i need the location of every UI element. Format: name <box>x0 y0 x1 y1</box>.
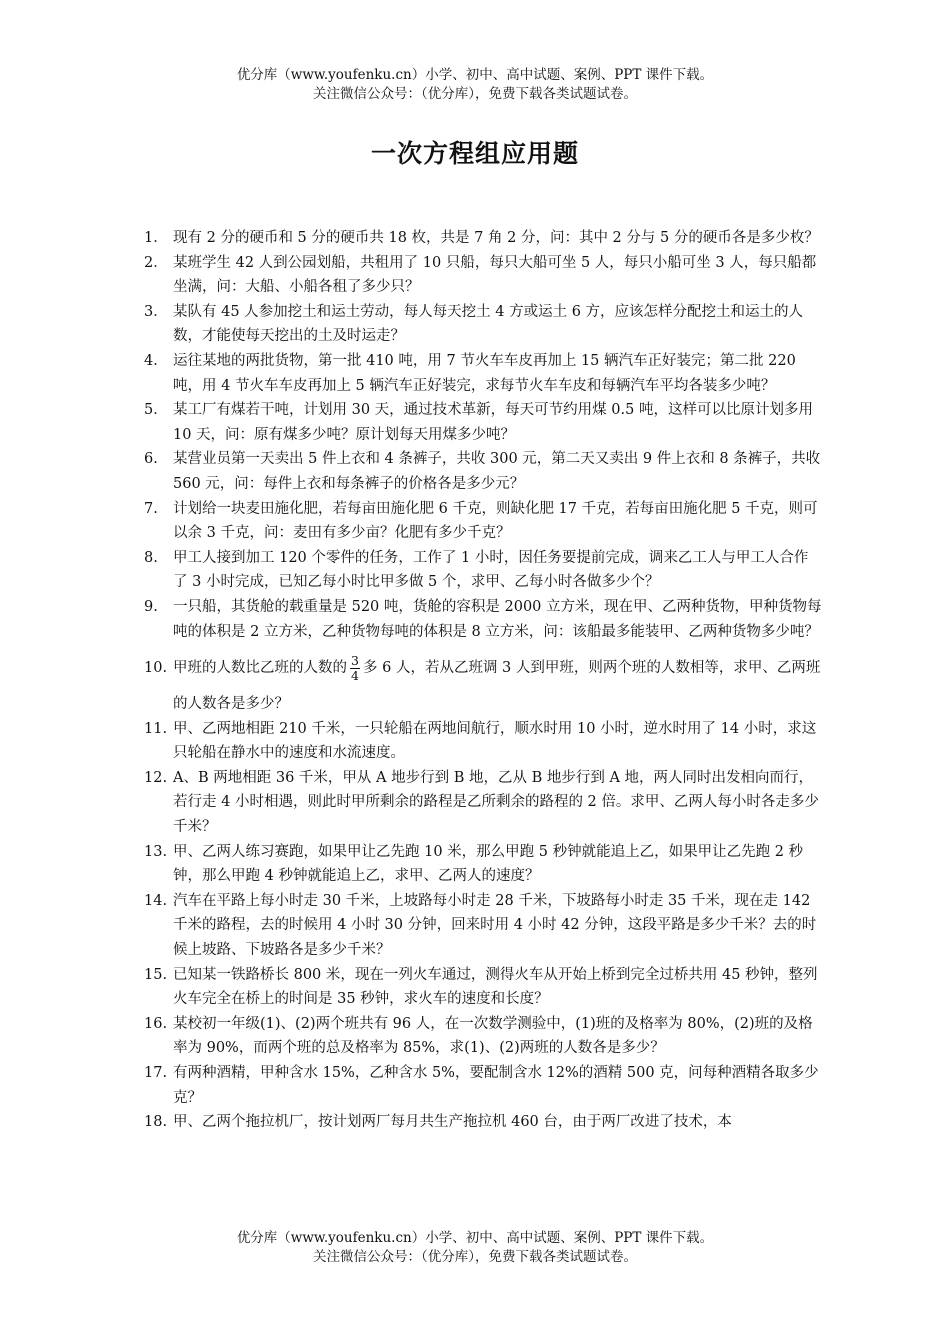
problem-text: 某校初一年级(1)、(2)两个班共有 96 人，在一次数学测验中，(1)班的及格率为 80%，(2)班的及格率为 90%，而两个班的总及格率为 85%，求(1)、(2)两班的人数各是多少？ <box>173 1015 813 1057</box>
problem-text: 某班学生 42 人到公园划船，共租用了 10 只船，每只大船可坐 5 人，每只小船可坐 3 人，每只船都坐满，问：大船、小船各租了多少只？ <box>173 254 817 296</box>
problem-item <box>144 251 822 300</box>
page-header <box>0 66 950 104</box>
problem-text: 计划给一块麦田施化肥，若每亩田施化肥 6 千克，则缺化肥 17 千克，若每亩田施化肥 5 千克，则可以余 3 千克，问：麦田有多少亩？化肥有多少千克？ <box>173 500 818 542</box>
problem-text: 一只船，其货舱的载重量是 520 吨，货舱的容积是 2000 立方米，现在甲、乙两种货物，甲种货物每吨的体积是 2 立方米，乙种货物每吨的体积是 8 立方米，问：该船最多能装甲、乙两种货物多少吨？ <box>173 598 822 640</box>
problem-text: 有两种酒精，甲种含水 15%，乙种含水 5%，要配制含水 12%的酒精 500 克，问每种酒精各取多少克？ <box>173 1065 819 1106</box>
header-line-2: 关注微信公众号：（优分库），免费下载各类试题试卷。 <box>313 86 637 102</box>
problem-item <box>144 447 822 496</box>
problem-item <box>144 840 822 889</box>
header-line-1: 优分库（www.youfenku.cn）小学、初中、高中试题、案例、PPT 课件下载。 <box>236 67 714 83</box>
problem-number: 16. <box>144 1015 168 1032</box>
fraction-denominator: 4 <box>351 667 359 683</box>
problem-text: 甲、乙两地相距 210 千米，一只轮船在两地间航行，顺水时用 10 小时，逆水时用了 14 小时，求这只轮船在静水中的速度和水流速度。 <box>173 720 817 762</box>
problem-number: 1． <box>144 230 168 246</box>
problem-number: 4． <box>144 352 168 369</box>
problem-text: A、B 两地相距 36 千米，甲从 A 地步行到 B 地，乙从 B 地步行到 A 地，两人同时出发相向而行，若行走 4 小时相遇，则此时甲所剩余的路程是乙所剩余的路程的 2 倍。求甲、乙两人每小时各走多少千米？ <box>173 769 819 836</box>
problem-number: 12. <box>144 769 168 786</box>
problem-item <box>144 1061 822 1110</box>
problem-item <box>144 1012 822 1061</box>
problem-number: 7. <box>144 500 158 517</box>
problem-item <box>144 766 822 840</box>
problem-number: 9. <box>144 598 158 615</box>
problem-text: 某队有 45 人参加挖土和运土劳动，每人每天挖土 4 方或运土 6 方，应该怎样分配挖土和运土的人数，才能使每天挖出的土及时运走？ <box>173 303 804 345</box>
problem-item <box>144 546 822 595</box>
footer-line-2: 关注微信公众号：（优分库），免费下载各类试题试卷。 <box>313 1249 637 1265</box>
problem-text: 汽车在平路上每小时走 30 千米，上坡路每小时走 28 千米，下坡路每小时走 35 千米，现在走 142 千米的路程，去的时候用 4 小时 30 分钟，回来时用 4 小时 42 分钟，这段平路是多少千米？去的时候上坡路、下坡路各是多少千米？ <box>173 892 817 959</box>
problem-number: 5． <box>144 402 168 419</box>
problem-number: 8. <box>144 549 158 566</box>
document-title: 一次方程组应用题 <box>370 139 579 168</box>
problem-item <box>144 226 822 251</box>
problem-text: 某营业员第一天卖出 5 件上衣和 4 条裤子，共收 300 元，第二天又卖出 9 件上衣和 8 条裤子，共收 560 元，问：每件上衣和每条裤子的价格各是多少元？ <box>173 451 821 492</box>
problem-item <box>144 595 822 644</box>
problem-item <box>144 497 822 546</box>
problem-number: 10. <box>144 660 168 677</box>
problem-text: 甲、乙两人练习赛跑，如果甲让乙先跑 10 米，那么甲跑 5 秒钟就能追上乙，如果甲让乙先跑 2 秒钟，那么甲跑 4 秒钟就能追上乙，求甲、乙两人的速度？ <box>173 843 804 885</box>
problem-text: 某工厂有煤若干吨，计划用 30 天，通过技术革新，每天可节约用煤 0.5 吨，这样可以比原计划多用 10 天，问：原有煤多少吨？原计划每天用煤多少吨？ <box>173 402 813 443</box>
footer-line-1: 优分库（www.youfenku.cn）小学、初中、高中试题、案例、PPT 课件下载。 <box>236 1230 714 1246</box>
problem-number: 3． <box>144 303 168 320</box>
problem-item <box>144 349 822 398</box>
problem-number: 2． <box>144 254 168 271</box>
problem-text-after-fraction: 多 6 人，若从乙班调 3 人到甲班，则两个班的人数相等，求甲、乙两班的人数各是多少？ <box>173 660 821 713</box>
problem-text: 甲、乙两个拖拉机厂，按计划两厂每月共生产拖拉机 460 台，由于两厂改进了技术，本 <box>173 1114 732 1131</box>
problem-text: 甲工人接到加工 120 个零件的任务，工作了 1 小时，因任务要提前完成，调来乙工人与甲工人合作了 3 小时完成，已知乙每小时比甲多做 5 个，求甲、乙每小时各做多少个？ <box>173 549 809 591</box>
fraction <box>350 654 360 683</box>
problem-text: 已知某一铁路桥长 800 米，现在一列火车通过，测得火车从开始上桥到完全过桥共用 45 秒钟，整列火车完全在桥上的时间是 35 秒钟，求火车的速度和长度？ <box>173 966 818 1008</box>
problem-number: 6. <box>144 451 158 468</box>
problem-number: 17. <box>144 1065 168 1081</box>
problem-number: 14. <box>144 892 168 909</box>
problem-number: 13. <box>144 843 168 860</box>
fraction-numerator: 3 <box>351 652 359 668</box>
problem-item <box>144 889 822 963</box>
problem-item <box>144 717 822 766</box>
problem-item <box>144 398 822 447</box>
problem-text: 运往某地的两批货物，第一批 410 吨，用 7 节火车车皮再加上 15 辆汽车正好装完；第二批 220 吨，用 4 节火车车皮再加上 5 辆汽车正好装完，求每节火车车皮和每辆汽车平均各装多少吨？ <box>173 352 796 394</box>
problem-number: 15. <box>144 966 168 983</box>
problem-text-before-fraction: 甲班的人数比乙班的人数的 <box>173 660 347 677</box>
problem-text <box>173 644 822 717</box>
problem-item <box>144 300 822 349</box>
problem-list <box>144 226 822 1135</box>
problem-item <box>144 644 822 717</box>
problem-item <box>144 1110 822 1135</box>
problem-number: 11. <box>144 720 168 737</box>
problem-number: 18. <box>144 1114 168 1131</box>
problem-item <box>144 963 822 1012</box>
page-footer <box>0 1229 950 1267</box>
problem-text: 现有 2 分的硬币和 5 分的硬币共 18 枚，共是 7 角 2 分，问：其中 2 分与 5 分的硬币各是多少枚？ <box>173 230 819 246</box>
